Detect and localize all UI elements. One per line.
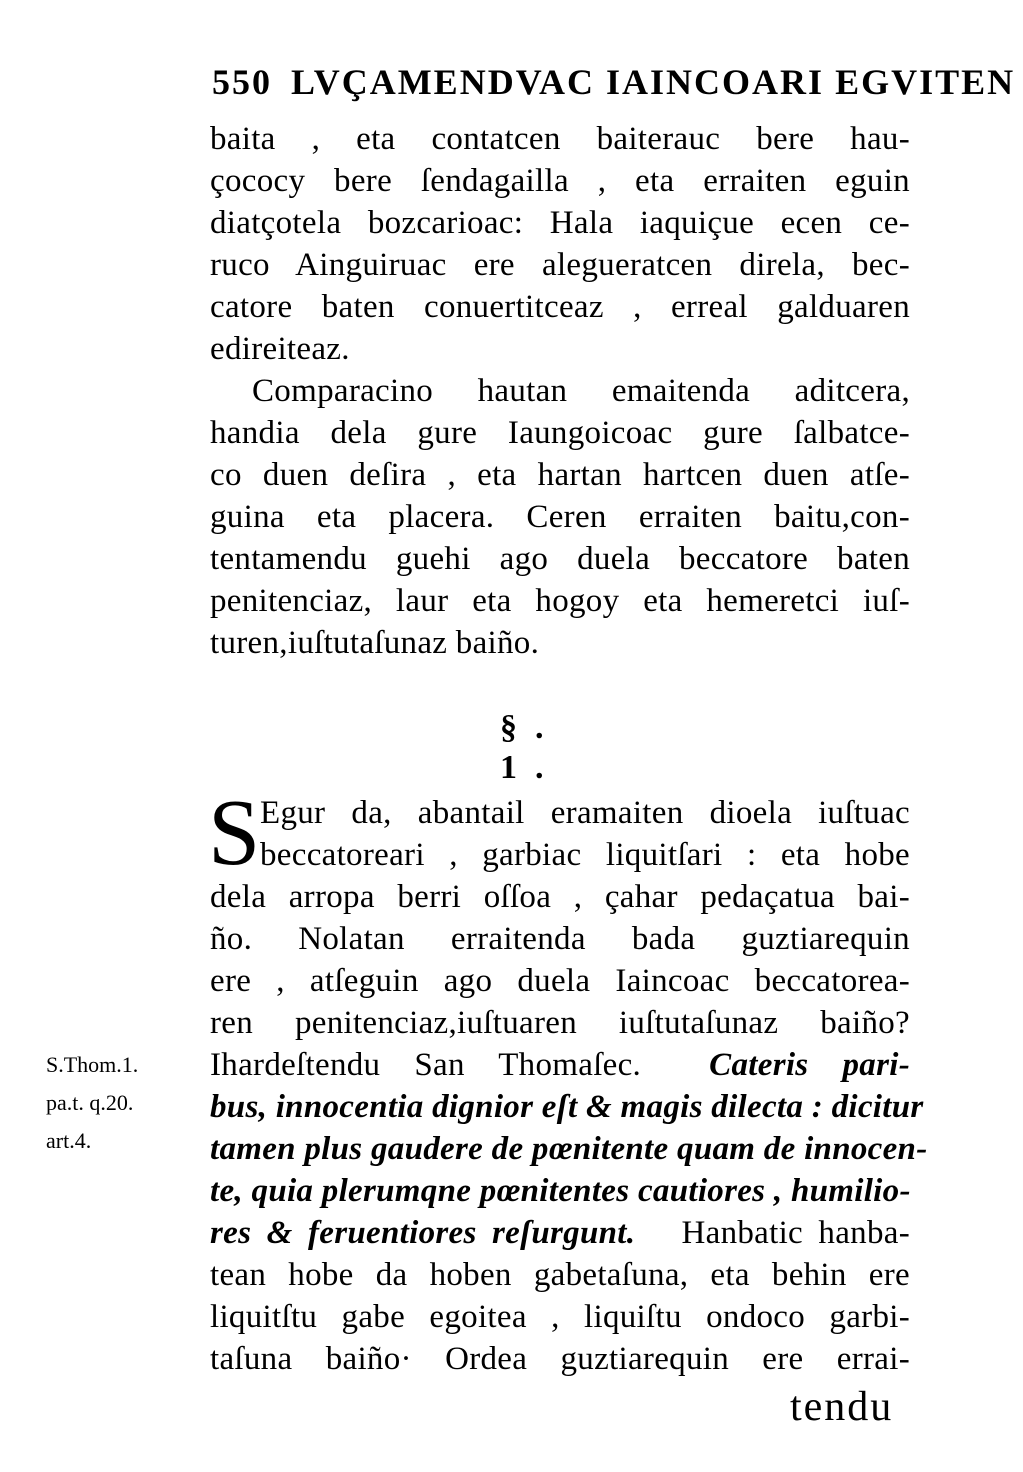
page-number: 550 [212, 62, 272, 102]
margin-note-line: art.4. [46, 1128, 92, 1153]
catchword: tendu [790, 1384, 894, 1430]
margin-note-line: S.Thom.1. [46, 1052, 139, 1077]
section-heading: §. 1. [500, 709, 562, 786]
text-line: edireiteaz. [210, 331, 350, 367]
text-line: co duen deſira , eta hartan hartcen duen atſe- [210, 457, 910, 493]
text-line [210, 1212, 910, 1254]
text-line: çococy bere ſendagailla , eta erraiten eguin [210, 163, 910, 199]
text-line: handia dela gure Iaungoicoac gure ſalbatce- [210, 415, 910, 451]
latin-quote-line: te, quia plerumqne pœnitentes cautiores , humilio- [210, 1173, 911, 1209]
text-line: ren penitenciaz,iuſtuaren iuſtutaſunaz baiño? [210, 1005, 910, 1041]
running-head [212, 62, 1016, 102]
text-line: turen,iuſtutaſunaz baiño. [210, 625, 540, 661]
text-line: ño. Nolatan erraitenda bada guztiarequin [210, 921, 910, 957]
text-line: ruco Ainguiruac ere alegueratcen direla, bec- [210, 247, 910, 283]
text-line: ere , atſeguin ago duela Iaincoac beccatorea- [210, 963, 910, 999]
latin-quote-start: Cateris pari- [709, 1047, 910, 1083]
text-line: baita , eta contatcen baiterauc bere hau- [210, 121, 910, 157]
text-line: diatçotela bozcarioac: Hala iaquiçue ecen ce- [210, 205, 910, 241]
latin-quote-line: bus, innocentia dignior eſt & magis dilecta : dicitur [210, 1089, 924, 1125]
text-line: Comparacino hautan emaitenda aditcera, [252, 373, 910, 409]
text-segment: Hanbatic hanba- [681, 1215, 910, 1251]
paragraph-2 [210, 370, 910, 664]
text-line: liquitſtu gabe egoitea , liquiſtu ondoco garbi- [210, 1299, 910, 1335]
text-line: beccatoreari , garbiac liquitſari : eta hobe [260, 837, 910, 873]
paragraph-3 [208, 781, 928, 1380]
paragraph-1 [210, 118, 910, 370]
latin-quote-line: tamen plus gaudere de pœnitente quam de innocen- [210, 1131, 928, 1167]
margin-note-line: pa.t. q.20. [46, 1090, 134, 1115]
text-line: tentamendu guehi ago duela beccatore baten [210, 541, 910, 577]
text-line: penitenciaz, laur eta hogoy eta hemeretci iuſ- [210, 583, 910, 619]
text-line: Egur da, abantail eramaiten dioela iuſtuac [260, 795, 910, 831]
text-line: taſuna baiño· Ordea guztiarequin ere errai- [210, 1341, 910, 1377]
text-line: guina eta placera. Ceren erraiten baitu,con- [210, 499, 910, 535]
margin-note [46, 1046, 196, 1160]
text-line [210, 1044, 910, 1086]
text-line: tean hobe da hoben gabetaſuna, eta behin ere [210, 1257, 910, 1293]
text-segment: Ihardeſtendu San Thomaſec. [210, 1047, 642, 1083]
drop-cap: S [208, 781, 261, 885]
running-title: LVÇAMENDVAC IAINCOARI EGVITEN [291, 62, 1016, 102]
text-line: catore baten conuertitceaz , erreal galduaren [210, 289, 910, 325]
latin-quote-end: res & feruentiores reſurgunt. [210, 1215, 636, 1251]
text-line: dela arropa berri oſſoa , çahar pedaçatua bai- [210, 879, 910, 915]
